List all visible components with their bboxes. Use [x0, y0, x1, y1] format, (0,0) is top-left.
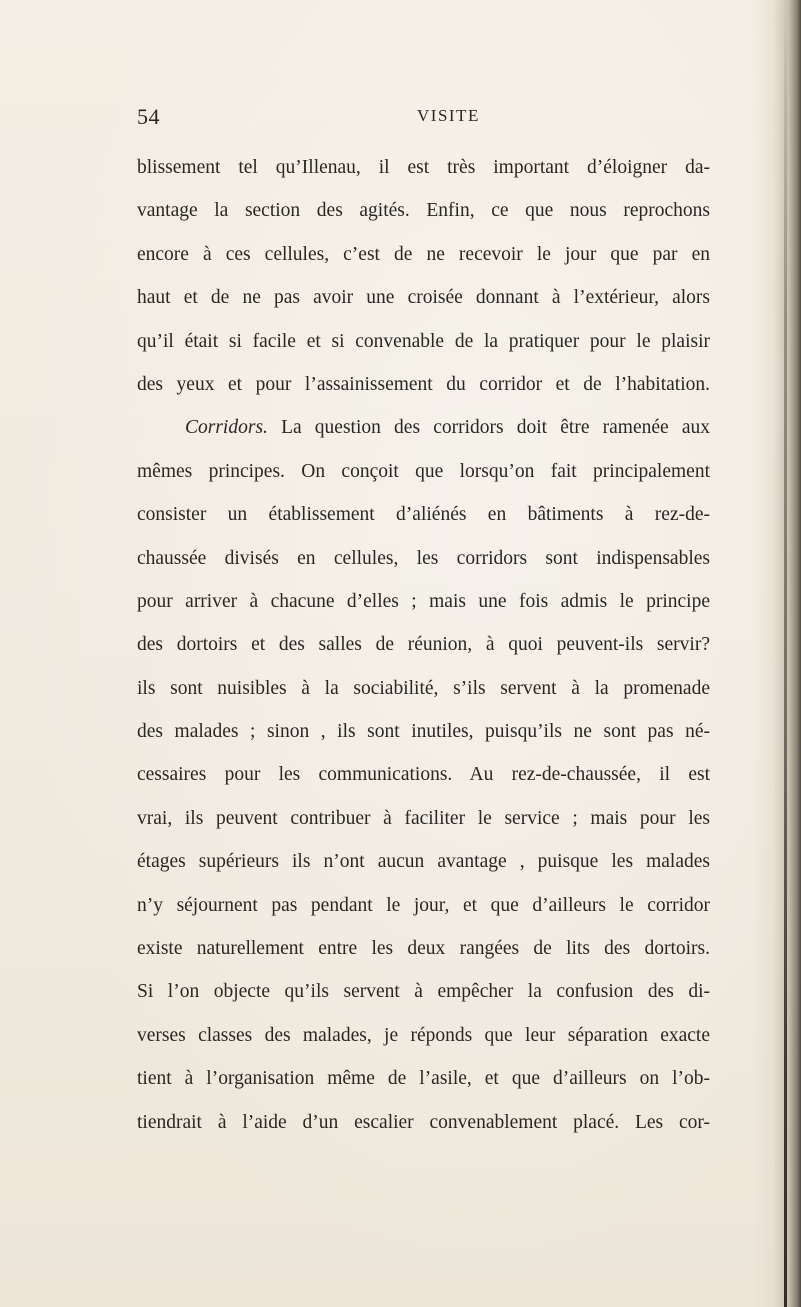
text-line: tient à l’organisation même de l’asile, et que d’ailleurs on l’ob-	[137, 1068, 710, 1090]
text-line: n’y séjournent pas pendant le jour, et que d’ailleurs le corridor	[137, 894, 710, 916]
text-line: vrai, ils peuvent contribuer à faciliter le service ; mais pour les	[137, 807, 710, 829]
text-line: vantage la section des agités. Enfin, ce que nous reprochons	[137, 200, 710, 222]
binding-edge	[784, 0, 787, 1307]
text-line: chaussée divisés en cellules, les corridors sont indispensables	[137, 547, 710, 569]
text-line: des malades ; sinon , ils sont inutiles, puisqu’ils ne sont pas né-	[137, 721, 710, 743]
page-number: 54	[137, 104, 160, 129]
text-line: pour arriver à chacune d’elles ; mais une fois admis le principe	[137, 590, 710, 612]
text-run: La question des corridors doit être ramenée aux	[281, 417, 711, 439]
text-line: des dortoirs et des salles de réunion, à quoi peuvent-ils servir?	[137, 634, 710, 656]
text-line: haut et de ne pas avoir une croisée donnant à l’extérieur, alors	[137, 287, 710, 309]
paragraph-first-line	[137, 406, 710, 449]
text-line: encore à ces cellules, c’est de ne recevoir le jour que par en	[137, 243, 710, 265]
binding-shadow	[751, 0, 801, 1307]
text-line: étages supérieurs ils n’ont aucun avantage , puisque les malades	[137, 851, 710, 873]
text-line: Si l’on objecte qu’ils servent à empêcher la confusion des di-	[137, 981, 710, 1003]
page-header	[0, 104, 801, 134]
text-line: blissement tel qu’Illenau, il est très important d’éloigner da-	[137, 157, 710, 178]
text-line: tiendrait à l’aide d’un escalier convenablement placé. Les cor-	[137, 1111, 710, 1133]
text-line: consister un établissement d’aliénés en bâtiments à rez-de-	[137, 504, 710, 526]
text-line: qu’il était si facile et si convenable de la pratiquer pour le plaisir	[137, 330, 710, 352]
text-line: cessaires pour les communications. Au rez-de-chaussée, il est	[137, 764, 710, 786]
text-line: existe naturellement entre les deux rangées de lits des dortoirs.	[137, 938, 710, 960]
text-line: des yeux et pour l’assainissement du corridor et de l’habitation.	[137, 373, 710, 395]
text-line: ils sont nuisibles à la sociabilité, s’ils servent à la promenade	[137, 677, 710, 699]
body-text	[137, 146, 710, 1144]
running-title: VISITE	[417, 106, 480, 125]
text-line: mêmes principes. On conçoit que lorsqu’on fait principalement	[137, 460, 710, 482]
section-heading: Corridors.	[185, 417, 268, 439]
text-line: verses classes des malades, je réponds que leur séparation exacte	[137, 1024, 710, 1046]
